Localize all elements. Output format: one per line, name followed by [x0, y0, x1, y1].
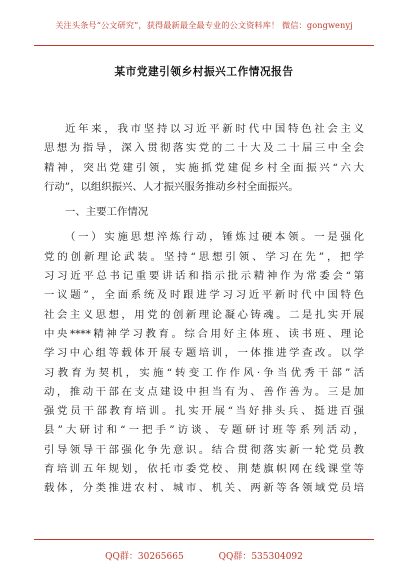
- section-line: 习教育为契机，实施“转变工作作风·争当优秀干部”活: [44, 366, 364, 379]
- intro-line: 精神，突出党建引领，实施抓党建促乡村全面振兴“六大: [44, 161, 364, 174]
- document-body: [44, 120, 364, 499]
- footer-qq-group-1: QQ群：30265665: [105, 552, 184, 562]
- section-line: 一议题”，全面系统及时跟进学习习近平新时代中国特色: [44, 289, 364, 302]
- section-line: 载体，分类推进农村、城市、机关、两新等各领域党员培: [44, 482, 364, 495]
- section-heading: 一、主要工作情况: [65, 206, 149, 219]
- footer: [0, 549, 408, 562]
- header-rule: [34, 45, 374, 46]
- section-line: 引导领导干部强化争先意识。结合贯彻落实新一轮党员教: [44, 443, 364, 456]
- section-line: 强党员干部教育培训。扎实开展“当好排头兵、挺进百强: [44, 405, 364, 418]
- intro-line: 行动”，以组织振兴、人才振兴服务推动乡村全面振兴。: [44, 180, 299, 193]
- section-line: （一）实施思想淬炼行动，锤炼过硬本领。一是强化: [65, 231, 364, 244]
- section-line: 习习近平总书记重要讲话和指示批示精神作为常委会“第: [44, 270, 364, 283]
- section-line: 学习中心组等载体开展专题培训，一体推进学查改。以学: [44, 347, 364, 360]
- section-line: 动，推动干部在支点建设中担当有为、善作善为。三是加: [44, 385, 364, 398]
- section-line: 党的创新理论武装。坚持“思想引领、学习在先”，把学: [44, 250, 364, 263]
- section-line: 社会主义思想，用党的创新理论凝心铸魂。二是扎实开展: [44, 308, 364, 321]
- document-title: 某市党建引领乡村振兴工作情况报告: [114, 66, 294, 78]
- intro-line: 思想为指导，深入贯彻落实党的二十大及二十届三中全会: [44, 142, 364, 155]
- intro-line: 近年来，我市坚持以习近平新时代中国特色社会主义: [65, 123, 364, 135]
- header-banner: 关注头条号“公文研究”，获得最新最全最专业的公文资料库！ 微信：gongwenyj: [55, 20, 353, 30]
- footer-qq-group-2: QQ群：535304092: [218, 552, 303, 562]
- section-line: 县”大研讨和“一把手”访谈、专题研讨班等系列活动，: [44, 424, 364, 437]
- section-line: 中央****精神学习教育。综合用好主体班、读书班、理论: [44, 327, 364, 340]
- section-line: 育培训五年规划，依托市委党校、荆楚旗帜网在线课堂等: [44, 463, 364, 476]
- footer-rule: [34, 539, 374, 540]
